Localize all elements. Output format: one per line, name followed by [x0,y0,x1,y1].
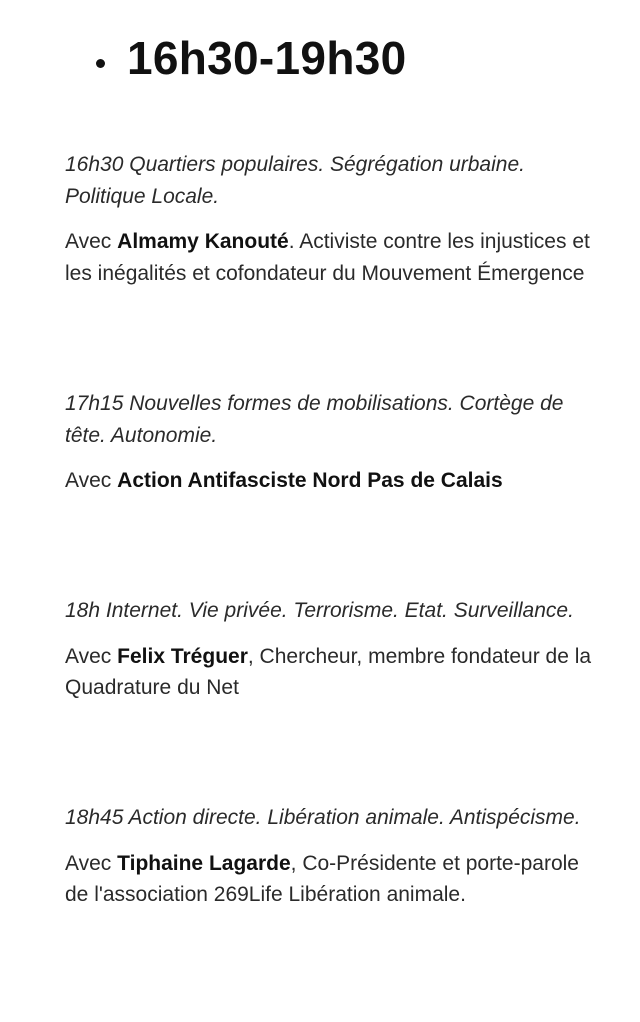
speaker-name: Felix Tréguer [117,644,248,668]
speaker-description: , Co-Présidente et porte-parole de l'association 269Life Libération animale. [65,851,579,906]
session-3 [65,595,605,704]
session-speaker [65,641,605,704]
speaker-prefix: Avec [65,469,118,492]
speaker-name: Tiphaine Lagarde [117,851,291,875]
session-speaker [65,226,605,289]
session-topic: 16h30 Quartiers populaires. Ségrégation urbaine. Politique Locale. [65,153,525,208]
bullet-icon [96,59,105,68]
session-topic: 18h Internet. Vie privée. Terrorisme. Etat. Surveillance. [65,599,574,622]
speaker-prefix: Avec [65,644,118,668]
speaker-name: Almamy Kanouté [117,230,289,253]
session-1 [65,149,605,289]
time-slot-heading [96,28,406,88]
speaker-description: , Chercheur, membre fondateur de la Quadrature du Net [65,644,592,699]
time-slot-title: 16h30-19h30 [127,32,407,84]
speaker-name: Action Antifasciste Nord Pas de Calais [117,469,503,492]
session-speaker [65,465,605,497]
speaker-prefix: Avec [65,851,118,875]
session-topic: 18h45 Action directe. Libération animale. Antispécisme. [65,806,581,829]
speaker-prefix: Avec [65,230,118,253]
session-topic: 17h15 Nouvelles formes de mobilisations. Cortège de tête. Autonomie. [65,392,564,447]
session-2 [65,388,605,497]
session-4 [65,802,605,911]
speaker-description: . Activiste contre les injustices et les inégalités et cofondateur du Mouvement Émergence [65,230,590,285]
session-speaker [65,848,605,911]
